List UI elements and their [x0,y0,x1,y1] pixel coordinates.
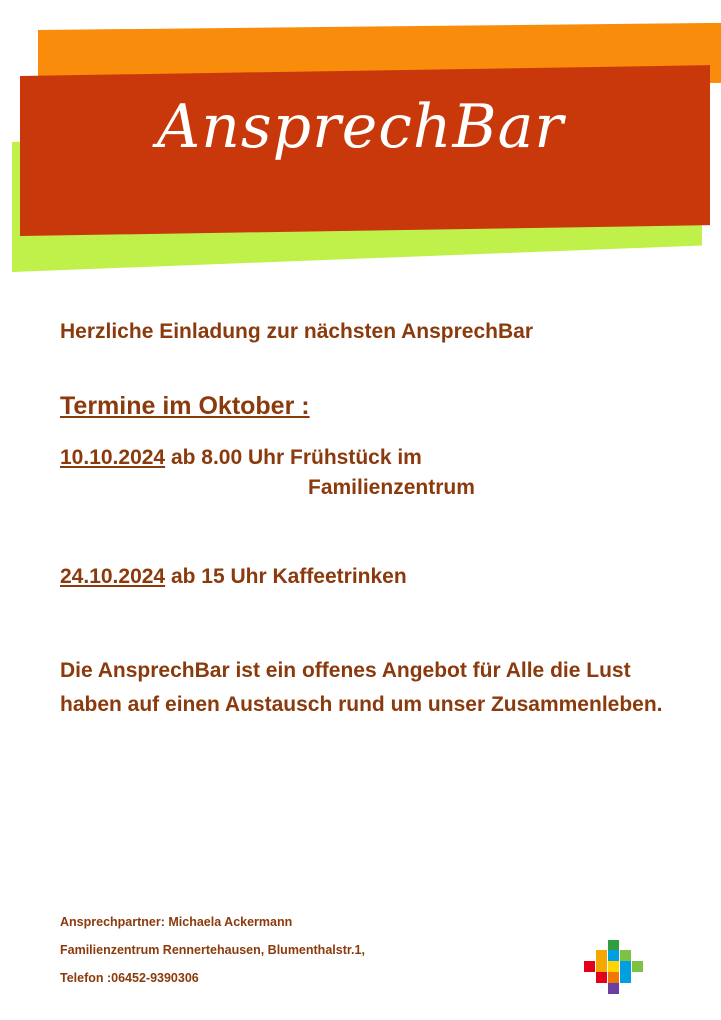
logo-tile [620,972,631,983]
spacer [60,598,685,654]
logo-tile [632,961,643,972]
family-centre-cross-icon [578,940,650,1006]
logo-tile [596,950,607,961]
date-value-second: 24.10.2024 [60,564,166,588]
footer-address: Familienzentrum Rennertehausen, Blumenthalstr.1, [60,943,365,958]
date-entry-first [60,443,685,504]
header-banner [0,0,721,290]
logo-tile [608,972,619,983]
footer-contact-person: Ansprechpartner: Michaela Ackermann [60,915,293,929]
invitation-line: Herzliche Einladung zur nächsten AnsprechBar [60,320,533,343]
logo-tile [620,950,631,961]
page-title: AnsprechBar [156,92,565,162]
date-detail-second: ab 15 Uhr Kaffeetrinken [165,564,407,588]
spacer [60,510,685,562]
logo-tile [584,961,595,972]
date-value-first: 10.10.2024 [60,446,166,469]
logo-tile [596,972,607,983]
date-detail-first-second-line: Familienzentrum [308,476,475,500]
footer-phone: Telefon :06452-9390306 [60,971,199,986]
dates-heading: Termine im Oktober : [60,392,310,420]
footer-contact-block [60,908,580,992]
description-paragraph: Die AnsprechBar ist ein offenes Angebot für Alle die Lust haben auf einen Austausch rund um unser Zusammenleben. [60,659,663,717]
document-body [60,320,685,722]
logo-tile [608,961,619,972]
logo-tile [608,950,619,961]
date-entry-second [60,562,685,592]
date-detail-first: ab 8.00 Uhr Frühstück im [165,446,422,469]
logo-tile [608,983,619,994]
logo-tile [620,961,631,972]
logo-tile [596,961,607,972]
